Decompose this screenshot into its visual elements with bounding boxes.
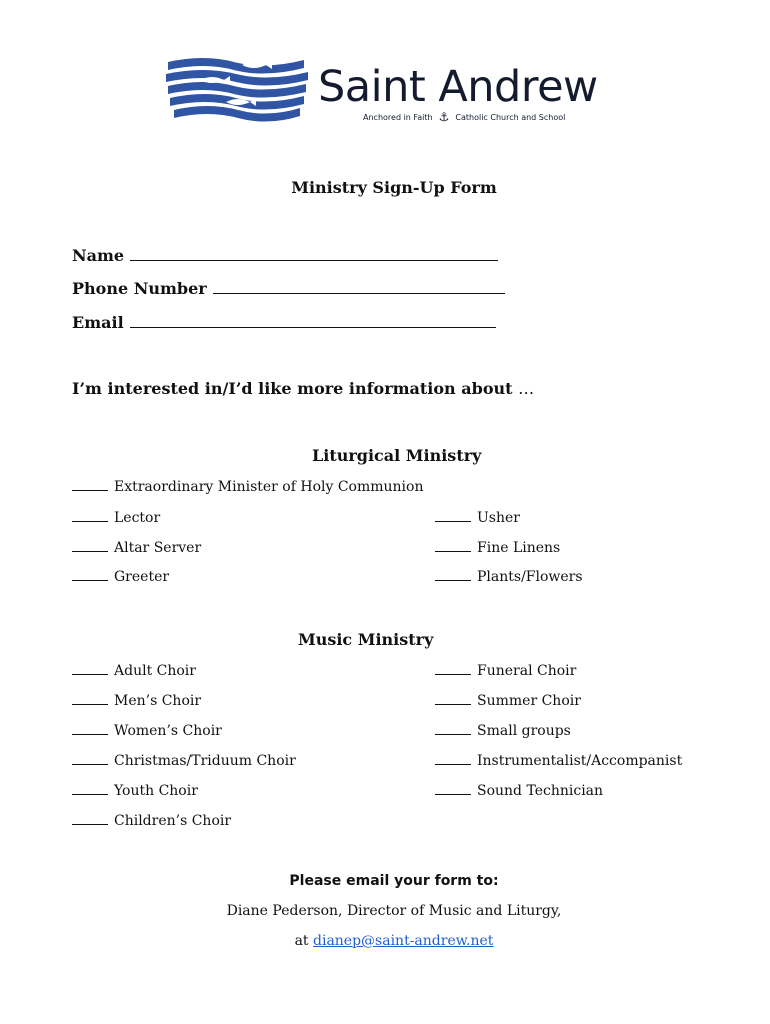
item-label: Plants/Flowers	[477, 569, 583, 585]
item-label: Fine Linens	[477, 540, 561, 556]
email-link[interactable]: dianep@saint-andrew.net	[313, 933, 494, 949]
name-field[interactable]	[72, 246, 498, 265]
church-logo	[164, 54, 624, 132]
item-label: Men’s Choir	[114, 693, 202, 709]
checkbox-blank[interactable]	[435, 724, 471, 735]
item-label: Funeral Choir	[477, 663, 577, 679]
item-label: Lector	[114, 510, 161, 526]
music-item-instrumentalist[interactable]	[435, 753, 682, 769]
item-label: Small groups	[477, 723, 571, 739]
music-item-small-groups[interactable]	[435, 723, 571, 739]
checkbox-blank[interactable]	[72, 511, 108, 522]
item-label: Summer Choir	[477, 693, 581, 709]
tagline-left: Anchored in Faith	[363, 112, 433, 122]
phone-label: Phone Number	[72, 279, 207, 298]
checkbox-blank[interactable]	[72, 694, 108, 705]
logo-wordmark: Saint Andrew	[318, 62, 598, 112]
form-title: Ministry Sign-Up Form	[291, 178, 497, 197]
item-label: Greeter	[114, 569, 170, 585]
liturgical-heading: Liturgical Ministry	[312, 446, 482, 465]
checkbox-blank[interactable]	[435, 754, 471, 765]
music-item-christmas-triduum-choir[interactable]	[72, 753, 296, 769]
liturgical-item-altar-server[interactable]	[72, 540, 201, 556]
checkbox-blank[interactable]	[72, 541, 108, 552]
checkbox-blank[interactable]	[435, 511, 471, 522]
footer-at-prefix: at	[294, 933, 309, 949]
liturgical-item-plants-flowers[interactable]	[435, 569, 583, 585]
item-label: Sound Technician	[477, 783, 604, 799]
logo-tagline	[363, 112, 565, 122]
checkbox-blank[interactable]	[72, 724, 108, 735]
checkbox-blank[interactable]	[435, 570, 471, 581]
name-label: Name	[72, 246, 125, 265]
item-label: Christmas/Triduum Choir	[114, 753, 296, 769]
email-field[interactable]	[72, 313, 496, 332]
music-item-summer-choir[interactable]	[435, 693, 581, 709]
footer-email-line	[0, 933, 770, 949]
item-label: Instrumentalist/Accompanist	[477, 753, 683, 769]
item-label: Children’s Choir	[114, 813, 232, 829]
music-item-mens-choir[interactable]	[72, 693, 201, 709]
checkbox-blank[interactable]	[72, 784, 108, 795]
checkbox-blank[interactable]	[72, 570, 108, 581]
footer-instruction: Please email your form to:	[289, 873, 499, 889]
checkbox-blank[interactable]	[435, 664, 471, 675]
music-heading: Music Ministry	[298, 630, 434, 649]
music-item-sound-technician[interactable]	[435, 783, 603, 799]
item-label: Youth Choir	[114, 783, 198, 799]
liturgical-item-usher[interactable]	[435, 510, 520, 526]
checkbox-blank[interactable]	[72, 664, 108, 675]
anchor-icon: ⚓	[438, 110, 450, 124]
tagline-right: Catholic Church and School	[455, 112, 566, 122]
footer-contact-name: Diane Pederson, Director of Music and Liturgy,	[226, 903, 562, 919]
item-label: Women’s Choir	[114, 723, 222, 739]
item-label: Extraordinary Minister of Holy Communion	[114, 479, 424, 495]
name-input-line[interactable]	[130, 246, 498, 261]
phone-input-line[interactable]	[213, 279, 505, 294]
checkbox-blank[interactable]	[435, 784, 471, 795]
liturgical-item-lector[interactable]	[72, 510, 160, 526]
music-item-youth-choir[interactable]	[72, 783, 198, 799]
checkbox-blank[interactable]	[72, 754, 108, 765]
item-label: Usher	[477, 510, 520, 526]
music-item-womens-choir[interactable]	[72, 723, 222, 739]
item-label: Altar Server	[114, 540, 202, 556]
email-label: Email	[72, 313, 124, 332]
interest-ellipsis: …	[518, 379, 535, 398]
music-item-adult-choir[interactable]	[72, 663, 196, 679]
phone-field[interactable]	[72, 279, 505, 298]
fish-waves-logo-icon	[164, 54, 310, 126]
music-item-funeral-choir[interactable]	[435, 663, 576, 679]
interest-text: I’m interested in/I’d like more information about	[72, 379, 513, 398]
item-label: Adult Choir	[114, 663, 196, 679]
checkbox-blank[interactable]	[435, 694, 471, 705]
liturgical-item-eucharistic-minister[interactable]	[72, 479, 423, 495]
music-item-childrens-choir[interactable]	[72, 813, 231, 829]
checkbox-blank[interactable]	[72, 480, 108, 491]
interest-statement	[72, 379, 534, 398]
liturgical-item-fine-linens[interactable]	[435, 540, 560, 556]
email-input-line[interactable]	[130, 313, 496, 328]
checkbox-blank[interactable]	[435, 541, 471, 552]
liturgical-item-greeter[interactable]	[72, 569, 169, 585]
checkbox-blank[interactable]	[72, 814, 108, 825]
